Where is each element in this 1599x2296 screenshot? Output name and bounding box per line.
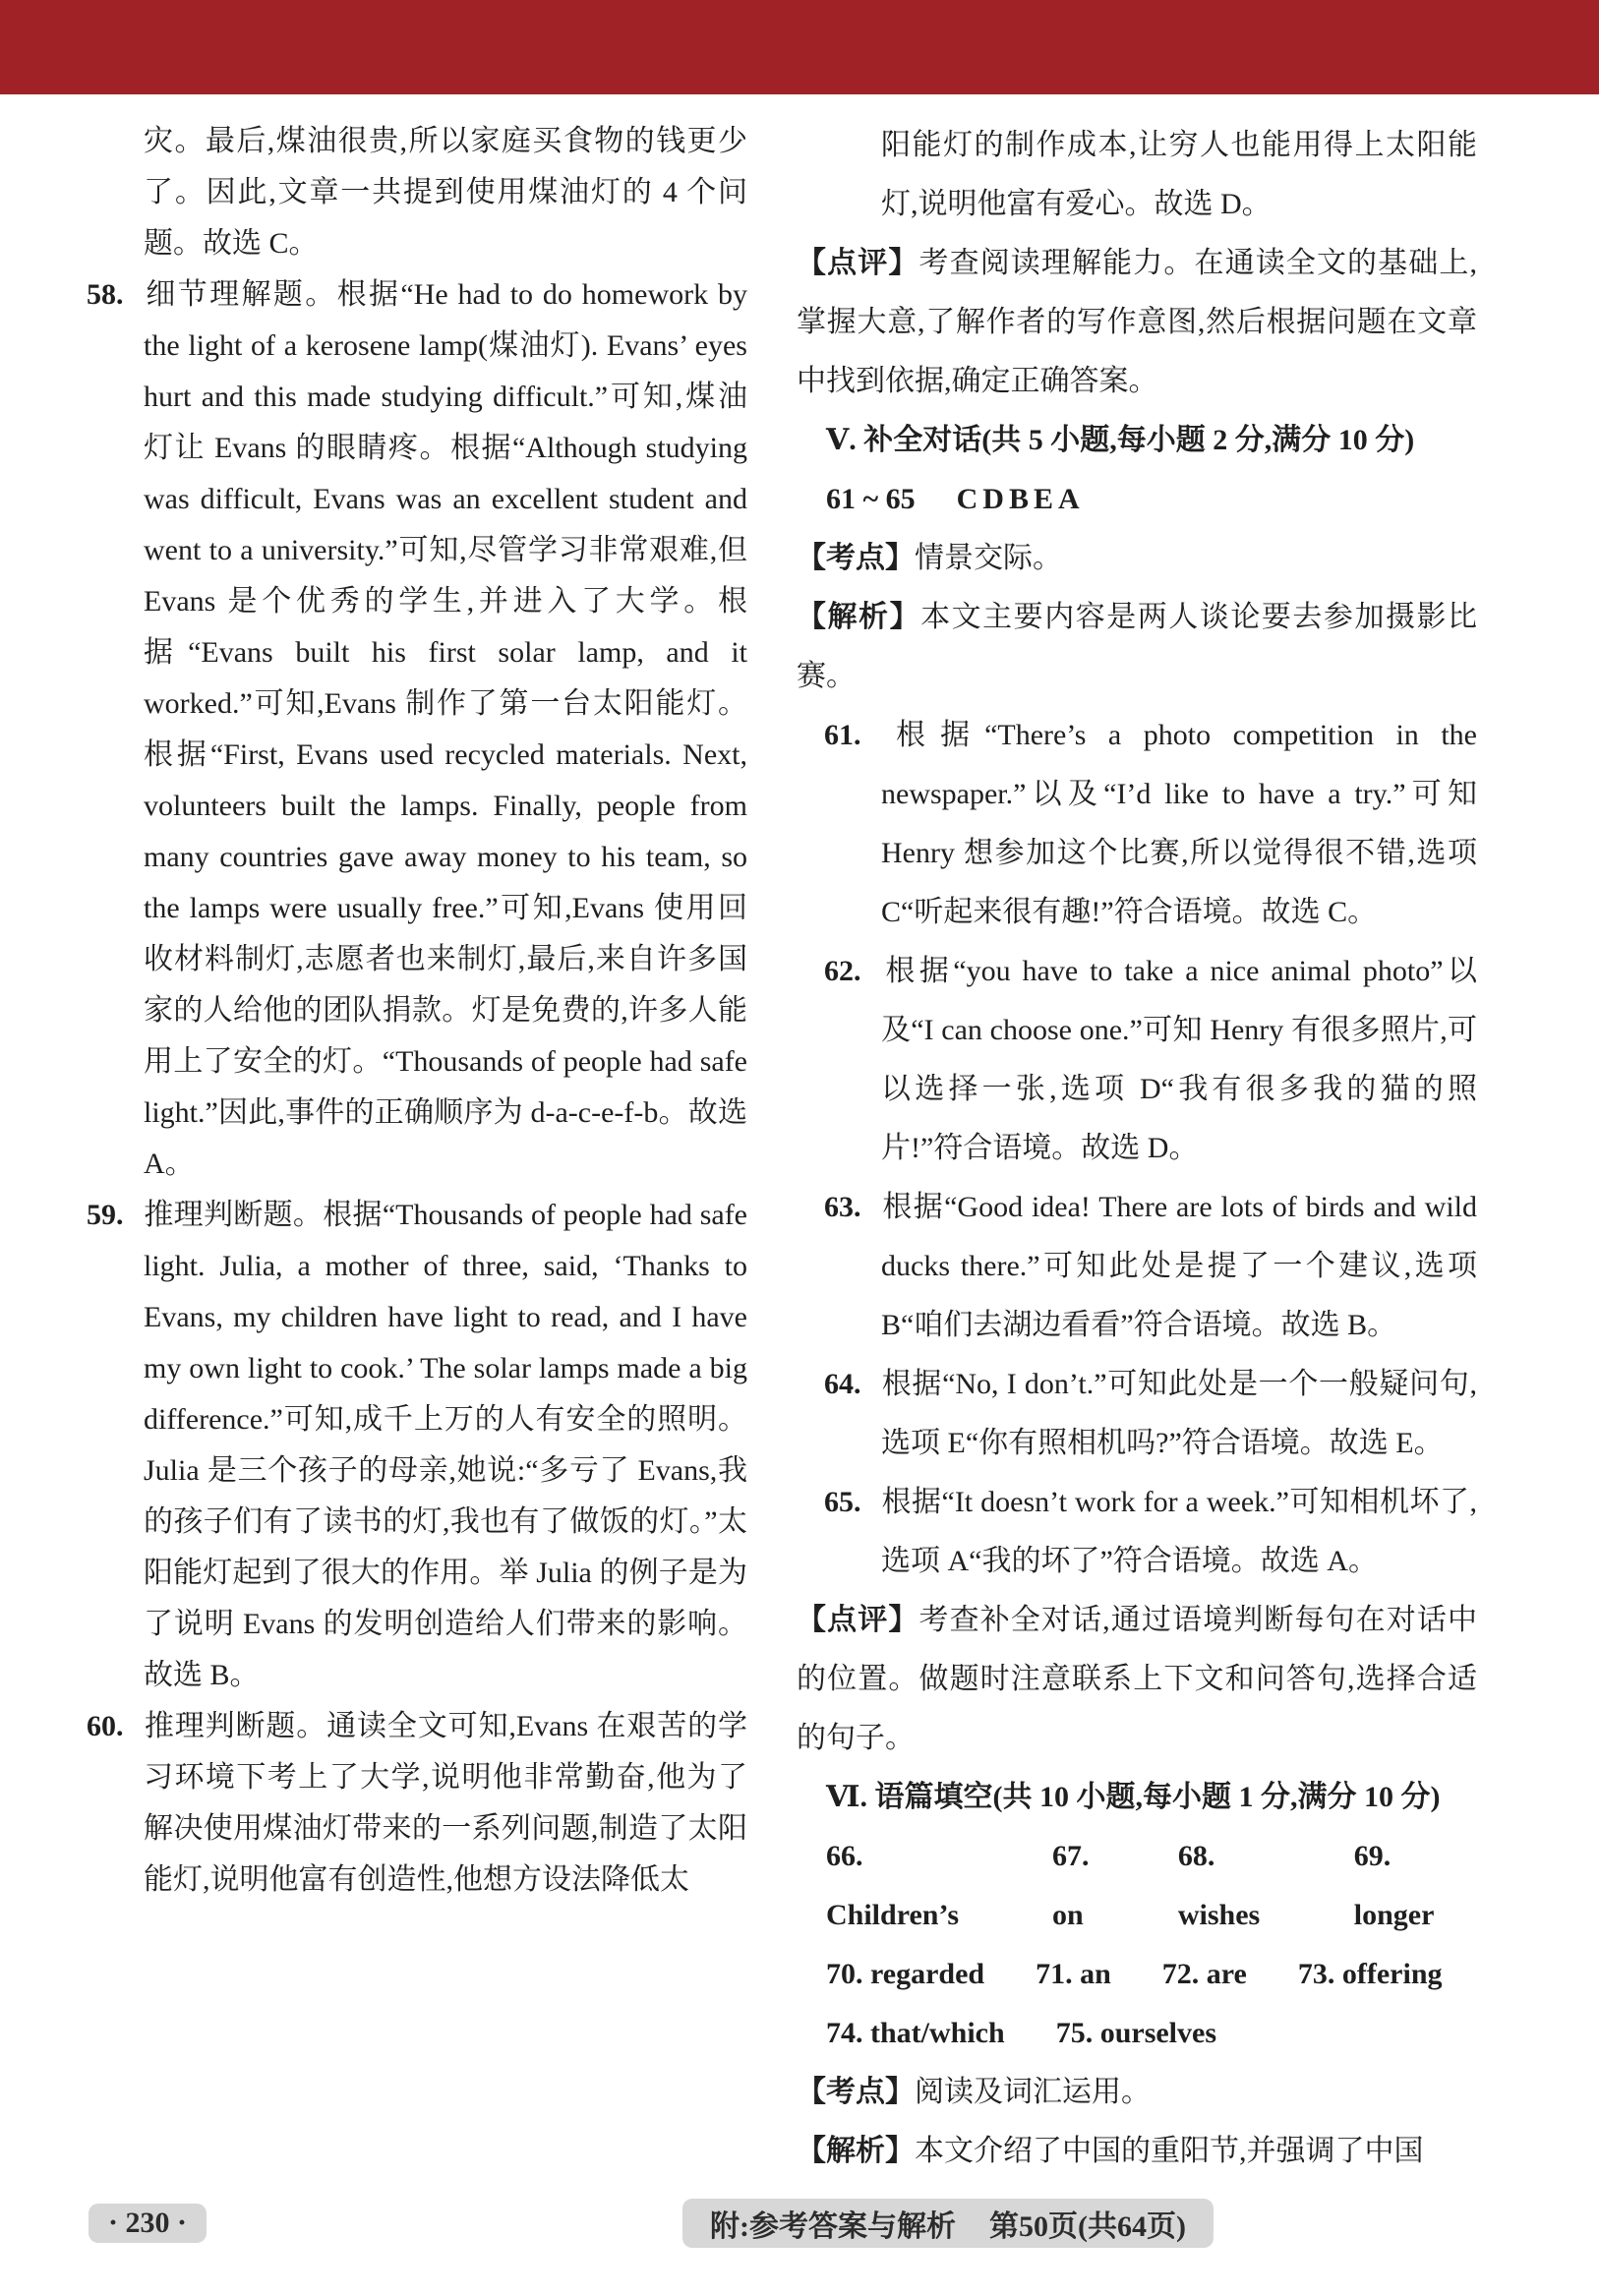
answer-word: offering [1341, 1958, 1443, 1990]
answer-letters: CDBEA [956, 483, 1085, 515]
answer-number: 70. [826, 1958, 863, 1990]
answer-word: ourselves [1099, 2017, 1217, 2049]
answer-range: 61 ~ 65 [826, 483, 916, 515]
answer-number: 72. [1161, 1958, 1200, 1990]
item-number: 61. [824, 719, 861, 751]
answer-key-page [87, 116, 1540, 2181]
tag-text: 考查补全对话,通过语境判断每句在对话中的位置。做题时注意联系上下文和问答句,选择合适的句子。 [797, 1604, 1478, 1754]
item-number: 63. [824, 1191, 861, 1223]
item-number: 59. [87, 1199, 124, 1231]
answer-item [1036, 1945, 1111, 2004]
answer-number: 71. [1036, 1958, 1073, 1990]
answer-word: Children’s [826, 1899, 960, 1931]
footer-caption-label: 附:参考答案与解析 [710, 2210, 957, 2243]
numbered-explanation-item [87, 1190, 747, 1701]
bracket-tagged-paragraph [797, 234, 1477, 411]
answer-key-line [797, 470, 1477, 529]
numbered-explanation-item [87, 1701, 747, 1906]
numbered-explanation-item [824, 1178, 1477, 1355]
answer-item [1354, 1827, 1477, 1945]
continuation-paragraph: 阳能灯的制作成本,让穷人也能用得上太阳能灯,说明他富有爱心。故选 D。 [881, 129, 1477, 220]
tag-text: 阅读及词汇运用。 [915, 2076, 1151, 2108]
numbered-explanation-item [824, 1355, 1477, 1473]
answer-item [826, 1827, 1001, 1945]
answer-item [826, 1945, 984, 2004]
item-text: 根据“It doesn’t work for a week.”可知相机坏了,选项 A“我的坏了”符合语境。故选 A。 [881, 1486, 1477, 1577]
item-text: 细节理解题。根据“He had to do homework by the light of a kerosene lamp(煤油灯). Evans’ eyes hurt and this made studying difficult.”可知,煤油灯让 Evans 的眼睛疼。根据“Although studying was difficult, Evans was an excellent student and went to a university.”可知,尽管学习非常艰难,但 Evans 是个优秀的学生,并进入了大学。根据“Evans built his first solar lamp, and it worked.”可知,Evans 制作了第一台太阳能灯。根据“First, Evans used recycled materials. Next, volunteers built the lamps. Finally, people from many countries gave away money to his team, so the lamps were usually free.”可知,Evans 使用回收材料制灯,志愿者也来制灯,最后,来自许多国家的人给他的团队捐款。灯是免费的,许多人能用上了安全的灯。“Thousands of people had safe light.”因此,事件的正确顺序为 d-a-c-e-f-b。故选 A。 [144, 278, 747, 1180]
answer-item [1178, 1827, 1303, 1945]
tag-text: 考查阅读理解能力。在通读全文的基础上,掌握大意,了解作者的写作意图,然后根据问题在文章中找到依据,确定正确答案。 [797, 247, 1478, 397]
answer-row [797, 2004, 1477, 2063]
numbered-explanation-item [824, 1473, 1477, 1591]
bracket-tag: 【解析】 [797, 601, 921, 633]
bracket-tag: 【解析】 [797, 2135, 915, 2167]
answer-word: that/which [870, 2017, 1005, 2049]
bracket-tag: 【考点】 [797, 2076, 915, 2108]
tag-text: 本文介绍了中国的重阳节,并强调了中国 [915, 2135, 1424, 2167]
answer-item [1052, 1827, 1127, 1945]
answer-word: longer [1353, 1899, 1435, 1931]
item-number: 64. [824, 1368, 861, 1400]
bracket-tagged-paragraph [797, 2122, 1477, 2181]
answer-row [797, 1827, 1477, 1945]
footer-page-indicator: 第50页(共64页) [989, 2210, 1186, 2243]
section-heading: Ⅵ. 语篇填空(共 10 小题,每小题 1 分,满分 10 分) [826, 1781, 1441, 1813]
answer-number: 67. [1052, 1840, 1090, 1872]
answer-word: regarded [870, 1958, 985, 1990]
item-text: 推理判断题。根据“Thousands of people had safe light. Julia, a mother of three, said, ‘Thanks to Evans, my children have light to read, and I have my own light to cook.’ The solar lamps made a big difference.”可知,成千上万的人有安全的照明。Julia 是三个孩子的母亲,她说:“多亏了 Evans,我的孩子们有了读书的灯,我也有了做饭的灯。”太阳能灯起到了很大的作用。举 Julia 的例子是为了说明 Evans 的发明创造给人们带来的影响。故选 B。 [144, 1199, 747, 1691]
answer-number: 73. [1297, 1958, 1335, 1990]
answer-item [1298, 1945, 1443, 2004]
answer-number: 75. [1055, 2017, 1094, 2049]
item-number: 58. [87, 278, 124, 311]
left-column [87, 116, 747, 2181]
bracket-tagged-paragraph [797, 1591, 1477, 1768]
answer-word: on [1052, 1899, 1084, 1931]
answer-number: 69. [1353, 1840, 1392, 1872]
answer-number: 68. [1177, 1840, 1215, 1872]
bracket-tag: 【点评】 [797, 247, 919, 279]
top-accent-band [0, 0, 1599, 94]
answer-number: 66. [826, 1840, 863, 1872]
bracket-tagged-paragraph [797, 2063, 1477, 2122]
tag-text: 情景交际。 [915, 542, 1062, 574]
item-number: 62. [824, 955, 861, 987]
item-text: 根据“There’s a photo competition in the newspaper.”以及“I’d like to have a try.”可知 Henry 想参加这个比赛,所以觉得很不错,选项 C“听起来很有趣!”符合语境。故选 C。 [881, 719, 1477, 928]
page-number-badge: · 230 · [89, 2204, 207, 2243]
answer-item [1056, 2004, 1216, 2063]
numbered-explanation-item [87, 269, 747, 1190]
footer-caption [682, 2199, 1214, 2248]
item-text: 根据“No, I don’t.”可知此处是一个一般疑问句,选项 E“你有照相机吗?”符合语境。故选 E。 [881, 1368, 1477, 1459]
numbered-explanation-item [824, 706, 1477, 942]
answer-word: wishes [1177, 1899, 1261, 1931]
item-number: 65. [824, 1486, 861, 1518]
answer-item [826, 2004, 1005, 2063]
bracket-tag: 【考点】 [797, 542, 915, 574]
item-text: 根据“Good idea! There are lots of birds and wild ducks there.”可知此处是提了一个建议,选项 B“咱们去湖边看看”符合语境。故选 B。 [881, 1191, 1477, 1341]
page-footer [0, 2199, 1599, 2248]
answer-word: are [1206, 1958, 1247, 1990]
answer-number: 74. [826, 2017, 863, 2049]
item-number: 60. [87, 1710, 124, 1742]
tag-text: 本文主要内容是两人谈论要去参加摄影比赛。 [797, 601, 1478, 692]
right-column [797, 116, 1477, 2181]
answer-word: an [1080, 1958, 1111, 1990]
answer-item [1162, 1945, 1247, 2004]
bracket-tag: 【点评】 [797, 1604, 919, 1636]
continuation-paragraph: 灾。最后,煤油很贵,所以家庭买食物的钱更少了。因此,文章一共提到使用煤油灯的 4 个问题。故选 C。 [144, 125, 747, 260]
numbered-explanation-item [824, 942, 1477, 1178]
bracket-tagged-paragraph [797, 588, 1477, 706]
item-text: 根据“you have to take a nice animal photo”以及“I can choose one.”可知 Henry 有很多照片,可以选择一张,选项 D“我有很多我的猫的照片!”符合语境。故选 D。 [881, 955, 1477, 1164]
section-heading: Ⅴ. 补全对话(共 5 小题,每小题 2 分,满分 10 分) [826, 424, 1415, 456]
bracket-tagged-paragraph [797, 529, 1477, 588]
item-text: 推理判断题。通读全文可知,Evans 在艰苦的学习环境下考上了大学,说明他非常勤奋,他为了解决使用煤油灯带来的一系列问题,制造了太阳能灯,说明他富有创造性,他想方设法降低太 [144, 1710, 747, 1896]
answer-row [797, 1945, 1477, 2004]
